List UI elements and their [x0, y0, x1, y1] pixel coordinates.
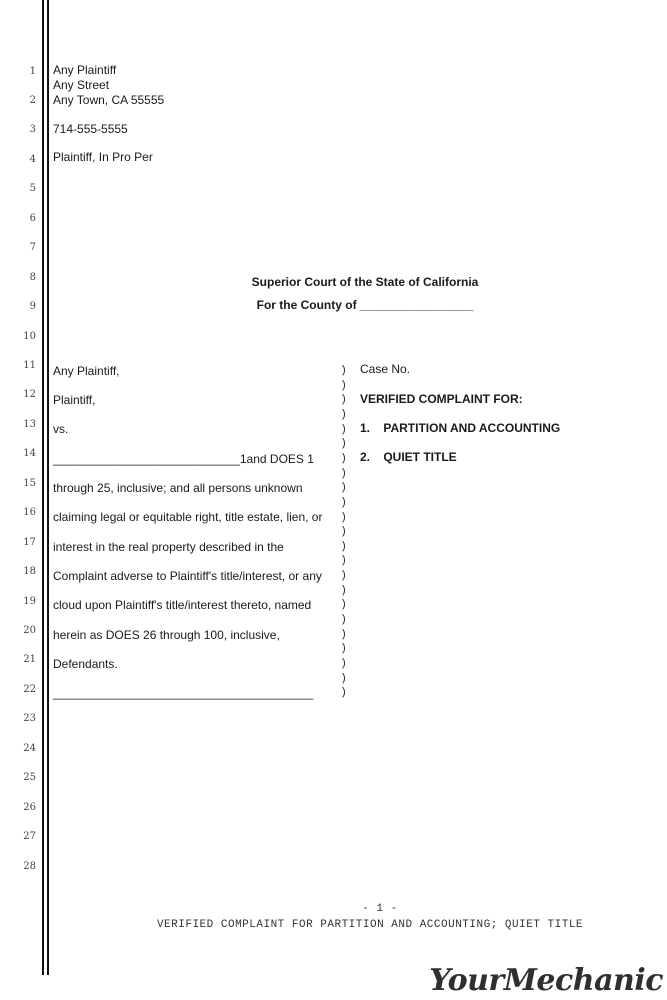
- caption-parenthesis: ): [342, 466, 346, 479]
- line-number: 11: [23, 360, 36, 371]
- caption-line: through 25, inclusive; and all persons unknown: [53, 481, 303, 495]
- plaintiff-city: Any Town, CA 55555: [53, 93, 165, 107]
- plaintiff-name: Any Plaintiff: [53, 63, 117, 77]
- line-number: 27: [23, 831, 36, 842]
- case-number-label: Case No.: [360, 362, 411, 376]
- line-number: 18: [23, 566, 36, 577]
- caption-parenthesis: ): [342, 481, 346, 494]
- caption-defendant-blank: ____________________________1and DOES 1: [53, 452, 314, 466]
- caption-parenthesis: ): [342, 554, 346, 567]
- line-number: 22: [23, 684, 36, 695]
- line-number: 2: [29, 95, 36, 106]
- line-number: 13: [23, 419, 36, 430]
- line-number: 21: [23, 654, 36, 665]
- line-number: 16: [23, 507, 36, 518]
- caption-parenthesis: ): [342, 451, 346, 464]
- caption-parenthesis: ): [342, 393, 346, 406]
- caption-parenthesis: ): [342, 627, 346, 640]
- line-number: 10: [23, 331, 36, 342]
- line-number: 15: [23, 478, 36, 489]
- caption-parenthesis: ): [342, 378, 346, 391]
- line-number: 5: [29, 183, 36, 194]
- line-number: 24: [23, 743, 36, 754]
- caption-parenthesis: ): [342, 642, 346, 655]
- caption-parenthesis: ): [342, 657, 346, 669]
- caption-parenthesis: ): [342, 583, 346, 596]
- caption-parenthesis: ): [342, 510, 346, 523]
- caption-line: interest in the real property described in the: [53, 540, 284, 554]
- line-number: 26: [23, 802, 36, 813]
- plaintiff-street: Any Street: [53, 78, 110, 92]
- line-number: 6: [29, 213, 36, 224]
- caption-parenthesis: ): [342, 407, 346, 420]
- line-number: 23: [23, 713, 36, 724]
- caption-parenthesis: ): [342, 569, 346, 582]
- left-margin-rule-outer: [42, 0, 44, 975]
- line-number: 14: [23, 448, 36, 459]
- page-number: - 1 -: [362, 903, 398, 915]
- line-number: 28: [23, 861, 36, 872]
- caption-parenthesis: ): [342, 422, 346, 435]
- court-county: For the County of _________________: [256, 298, 474, 312]
- caption-line: claiming legal or equitable right, title estate, lien, or: [53, 510, 323, 524]
- caption-parenthesis: ): [342, 671, 346, 684]
- caption-closing-line: _______________________________________: [53, 686, 314, 700]
- line-number: 17: [23, 537, 36, 548]
- line-number: 1: [29, 66, 36, 77]
- footer-title: VERIFIED COMPLAINT FOR PARTITION AND ACCOUNTING; QUIET TITLE: [156, 919, 584, 931]
- caption-line: Complaint adverse to Plaintiff's title/interest, or any: [53, 569, 322, 583]
- caption-plaintiff-label: Plaintiff,: [53, 393, 96, 407]
- line-number: 3: [29, 124, 36, 135]
- caption-parenthesis: ): [342, 613, 346, 626]
- complaint-item-quiet-title: 2. QUIET TITLE: [360, 450, 457, 464]
- caption-parenthesis: ): [342, 437, 346, 450]
- complaint-title: VERIFIED COMPLAINT FOR:: [360, 392, 523, 406]
- caption-parenthesis: ): [342, 525, 346, 538]
- line-number: 20: [23, 625, 36, 636]
- caption-defendants: Defendants.: [53, 657, 118, 671]
- caption-vs: vs.: [53, 422, 69, 436]
- caption-line: cloud upon Plaintiff's title/interest thereto, named: [53, 598, 312, 612]
- line-number: 4: [29, 154, 36, 165]
- line-number: 12: [23, 389, 36, 400]
- plaintiff-phone: 714-555-5555: [53, 122, 128, 136]
- caption-parenthesis: ): [342, 598, 346, 611]
- left-margin-rule-inner: [47, 0, 49, 975]
- line-number: 19: [23, 596, 36, 607]
- line-number: 9: [29, 301, 36, 312]
- plaintiff-role: Plaintiff, In Pro Per: [53, 150, 153, 164]
- court-title: Superior Court of the State of California: [251, 275, 479, 289]
- caption-parenthesis: ): [342, 686, 346, 699]
- caption-plaintiff: Any Plaintiff,: [53, 364, 120, 378]
- line-number: 25: [23, 772, 36, 783]
- line-number: 7: [29, 242, 36, 253]
- yourmechanic-logo: YourMechanic: [429, 963, 663, 998]
- complaint-item-partition: 1. PARTITION AND ACCOUNTING: [360, 421, 561, 435]
- caption-parenthesis: ): [342, 495, 346, 508]
- caption-parenthesis: ): [342, 364, 346, 376]
- caption-parenthesis: ): [342, 539, 346, 552]
- line-number: 8: [29, 272, 36, 283]
- caption-line: herein as DOES 26 through 100, inclusive,: [53, 628, 280, 642]
